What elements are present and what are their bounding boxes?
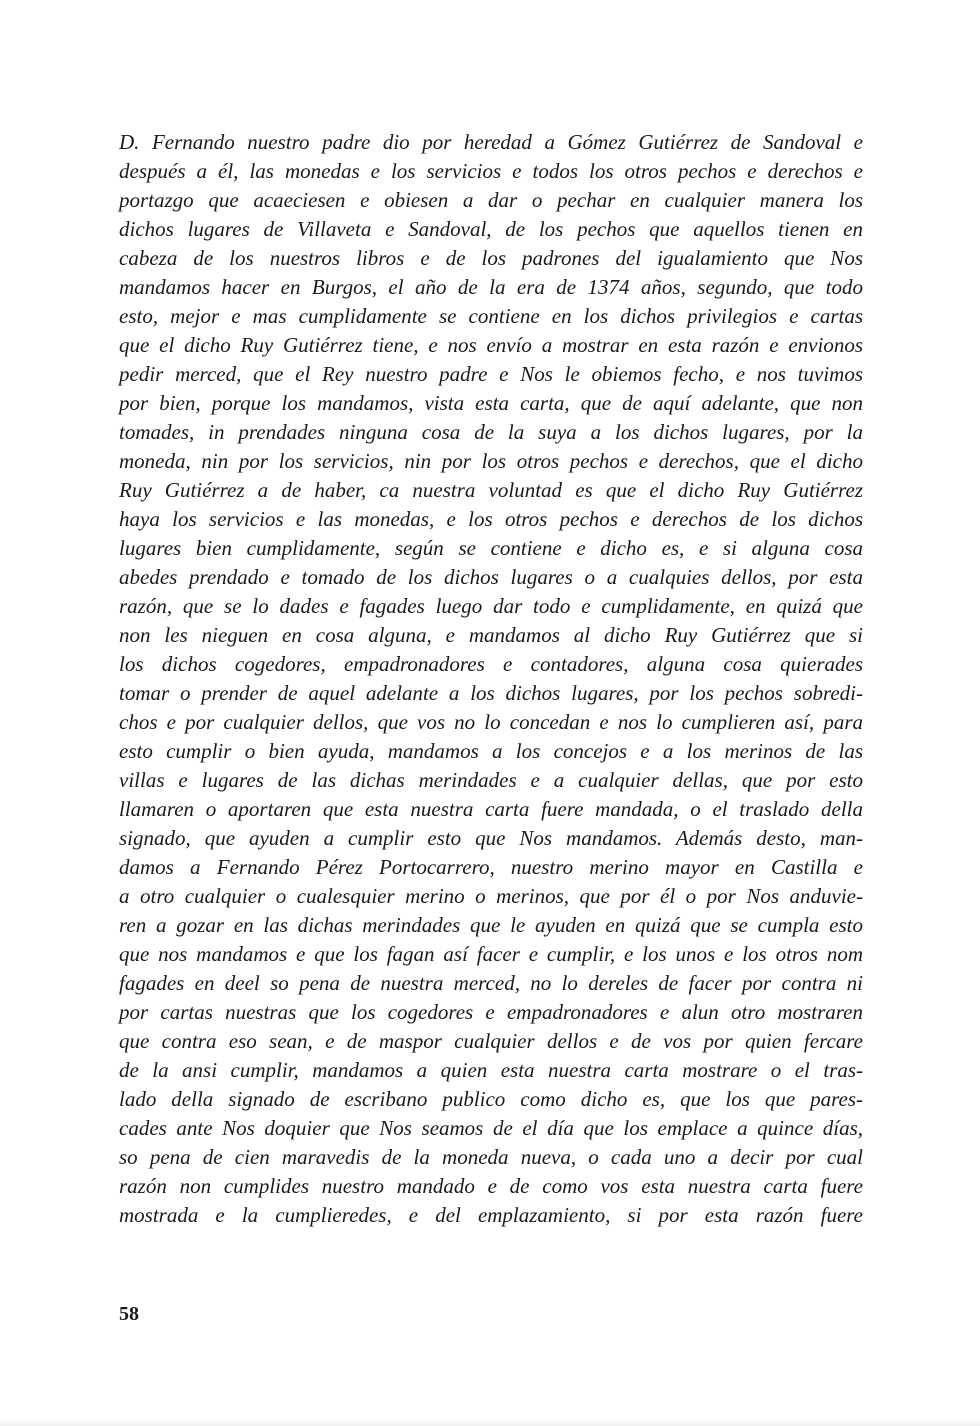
text-line: esto cumplir o bien ayuda, mandamos a los concejos e a los merinos de las	[119, 739, 863, 763]
text-line: cades ante Nos doquier que Nos seamos de el día que los emplace a quince días,	[119, 1116, 863, 1140]
text-line: abedes prendado e tomado de los dichos lugares o a cualquies dellos, por esta	[119, 565, 863, 589]
text-line: moneda, nin por los servicios, nin por los otros pechos e derechos, que el dicho	[119, 449, 863, 473]
text-line: llamaren o aportaren que esta nuestra carta fuere mandada, o el traslado della	[119, 797, 863, 821]
text-line: que contra eso sean, e de maspor cualquier dellos e de vos por quien fercare	[119, 1029, 863, 1053]
text-line: chos e por cualquier dellos, que vos no lo concedan e nos lo cumplieren así, para	[119, 710, 863, 734]
text-line: lado della signado de escribano publico como dicho es, que los que pares-	[119, 1087, 863, 1111]
text-line: so pena de cien maravedis de la moneda nueva, o cada uno a decir por cual	[119, 1145, 863, 1169]
text-line: damos a Fernando Pérez Portocarrero, nuestro merino mayor en Castilla e	[119, 855, 863, 879]
text-line: non les nieguen en cosa alguna, e mandamos al dicho Ruy Gutiérrez que si	[119, 623, 863, 647]
text-line: ren a gozar en las dichas merindades que le ayuden en quizá que se cumpla esto	[119, 913, 863, 937]
text-line: razón, que se lo dades e fagades luego dar todo e cumplidamente, en quizá que	[119, 594, 863, 618]
text-line: mandamos hacer en Burgos, el año de la era de 1374 años, segundo, que todo	[119, 275, 863, 299]
text-line: fagades en deel so pena de nuestra merced, no lo dereles de facer por contra ni	[119, 971, 863, 995]
text-line: los dichos cogedores, empadronadores e contadores, alguna cosa quierades	[119, 652, 863, 676]
scan-edge	[0, 1420, 980, 1426]
text-line: villas e lugares de las dichas merindades e a cualquier dellas, que por esto	[119, 768, 863, 792]
page-number: 58	[119, 1303, 139, 1325]
text-line: pedir merced, que el Rey nuestro padre e Nos le obiemos fecho, e nos tuvimos	[119, 362, 863, 386]
text-line: después a él, las monedas e los servicios e todos los otros pechos e derechos e	[119, 159, 863, 183]
text-line: haya los servicios e las monedas, e los otros pechos e derechos de los dichos	[119, 507, 863, 531]
text-line: que nos mandamos e que los fagan así facer e cumplir, e los unos e los otros nom	[119, 942, 863, 966]
text-line: cabeza de los nuestros libros e de los padrones del igualamiento que Nos	[119, 246, 863, 270]
text-line: mostrada e la cumplieredes, e del emplazamiento, si por esta razón fuere	[119, 1203, 863, 1227]
text-line: razón non cumplides nuestro mandado e de como vos esta nuestra carta fuere	[119, 1174, 863, 1198]
text-line: a otro cualquier o cualesquier merino o merinos, que por él o por Nos anduvie-	[119, 884, 863, 908]
text-line: Ruy Gutiérrez a de haber, ca nuestra voluntad es que el dicho Ruy Gutiérrez	[119, 478, 863, 502]
text-line: por cartas nuestras que los cogedores e empadronadores e alun otro mostraren	[119, 1000, 863, 1024]
text-line: signado, que ayuden a cumplir esto que Nos mandamos. Además desto, man-	[119, 826, 863, 850]
text-line: tomar o prender de aquel adelante a los dichos lugares, por los pechos sobredi-	[119, 681, 863, 705]
text-line: lugares bien cumplidamente, según se contiene e dicho es, e si alguna cosa	[119, 536, 863, 560]
text-line: por bien, porque los mandamos, vista esta carta, que de aquí adelante, que non	[119, 391, 863, 415]
text-line: portazgo que acaeciesen e obiesen a dar o pechar en cualquier manera los	[119, 188, 863, 212]
body-text	[119, 128, 863, 1230]
text-line: de la ansi cumplir, mandamos a quien esta nuestra carta mostrare o el tras-	[119, 1058, 863, 1082]
text-line: tomades, in prendades ninguna cosa de la suya a los dichos lugares, por la	[119, 420, 863, 444]
text-line: que el dicho Ruy Gutiérrez tiene, e nos envío a mostrar en esta razón e envionos	[119, 333, 863, 357]
text-line: dichos lugares de Villaveta e Sandoval, de los pechos que aquellos tienen en	[119, 217, 863, 241]
text-line: esto, mejor e mas cumplidamente se contiene en los dichos privilegios e cartas	[119, 304, 863, 328]
text-line: D. Fernando nuestro padre dio por heredad a Gómez Gutiérrez de Sandoval e	[119, 130, 863, 154]
